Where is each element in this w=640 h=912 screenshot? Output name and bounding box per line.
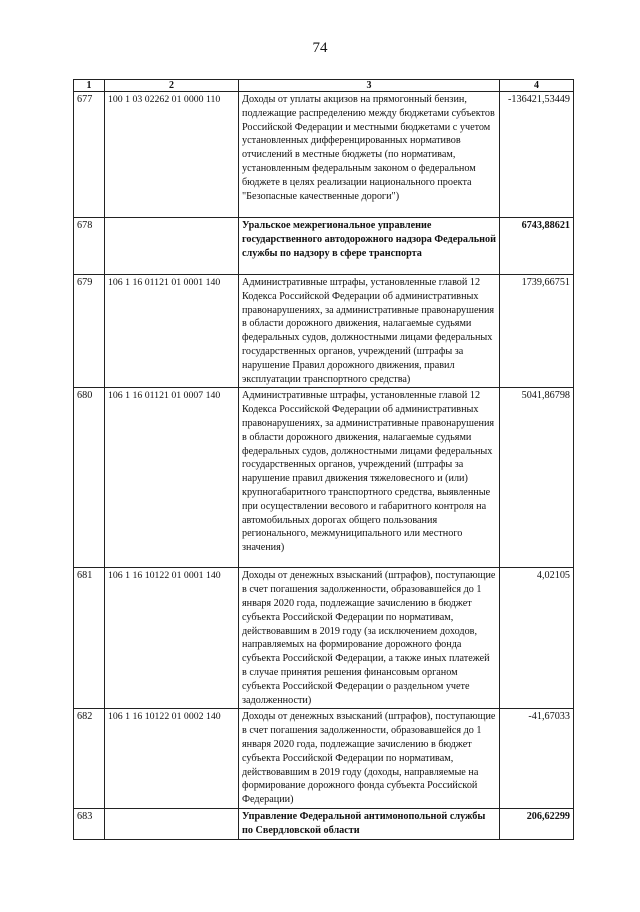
revenue-description: Административные штрафы, установленные главой 12 Кодекса Российской Федерации об административных правонарушениях, за административные правонарушения в области дорожного движения, налагаемые судьями федеральных судов, должностными лицами федеральных государственных органов, учреждений (штрафы за нарушение правил движения тяжеловесного и (или) крупногабаритного транспортного средства, выявленные при осуществлении весового и габаритного контроля на автомобильных дорогах общего пользования регионального, межмуниципального или местного значения) xyxy=(239,388,500,568)
row-number: 678 xyxy=(74,218,105,275)
revenue-description: Доходы от денежных взысканий (штрафов), поступающие в счет погашения задолженности, образовавшейся до 1 января 2020 года, подлежащие зачислению в бюджет субъекта Российской Федерации по нормативам, действовавшим в 2019 году (доходы, направляемые на формирование дорожного фонда субъекта Российской Федерации) xyxy=(239,709,500,809)
column-header-2: 2 xyxy=(105,80,239,92)
administrator-name: Управление Федеральной антимонопольной службы по Свердловской области xyxy=(239,808,500,839)
table-row xyxy=(74,709,574,809)
column-header-3: 3 xyxy=(239,80,500,92)
row-number: 680 xyxy=(74,388,105,568)
budget-code: 106 1 16 10122 01 0001 140 xyxy=(105,568,239,709)
table-row xyxy=(74,218,574,275)
administrator-name: Уральское межрегиональное управление государственного автодорожного надзора Федеральной службы по надзору в сфере транспорта xyxy=(239,218,500,275)
budget-code: 106 1 16 10122 01 0002 140 xyxy=(105,709,239,809)
revenue-description: Административные штрафы, установленные главой 12 Кодекса Российской Федерации об административных правонарушениях, за административные правонарушения в области дорожного движения, налагаемые судьями федеральных судов, должностными лицами федеральных государственных органов, учреждений (штрафы за нарушение Правил дорожного движения, правил эксплуатации транспортного средства) xyxy=(239,275,500,388)
table-row xyxy=(74,92,574,218)
budget-code: 106 1 16 01121 01 0001 140 xyxy=(105,275,239,388)
amount: -41,67033 xyxy=(500,709,574,809)
revenue-description: Доходы от денежных взысканий (штрафов), поступающие в счет погашения задолженности, образовавшейся до 1 января 2020 года, подлежащие зачислению в бюджет субъекта Российской Федерации по нормативам, действовавшим в 2019 году (за исключением доходов, направляемых на формирование дорожного фонда субъекта Российской Федерации, а также иных платежей в случае принятия решения финансовым органом субъекта Российской Федерации о раздельном учете задолженности) xyxy=(239,568,500,709)
budget-code: 106 1 16 01121 01 0007 140 xyxy=(105,388,239,568)
amount: -136421,53449 xyxy=(500,92,574,218)
table-row xyxy=(74,388,574,568)
amount: 4,02105 xyxy=(500,568,574,709)
column-header-4: 4 xyxy=(500,80,574,92)
row-number: 679 xyxy=(74,275,105,388)
row-number: 677 xyxy=(74,92,105,218)
revenue-table xyxy=(73,79,574,840)
column-header-1: 1 xyxy=(74,80,105,92)
amount-total: 6743,88621 xyxy=(500,218,574,275)
amount-total: 206,62299 xyxy=(500,808,574,839)
table-row xyxy=(74,568,574,709)
revenue-description: Доходы от уплаты акцизов на прямогонный бензин, подлежащие распределению между бюджетами субъектов Российской Федерации и местными бюджетами с учетом установленных дифференцированных нормативов отчислений в местные бюджеты (по нормативам, установленным федеральным законом о федеральном бюджете в целях реализации национального проекта "Безопасные качественные дороги") xyxy=(239,92,500,218)
row-number: 681 xyxy=(74,568,105,709)
amount: 5041,86798 xyxy=(500,388,574,568)
page-number: 74 xyxy=(312,40,328,56)
amount: 1739,66751 xyxy=(500,275,574,388)
table-header-row xyxy=(74,80,574,92)
table-row xyxy=(74,808,574,839)
budget-code xyxy=(105,218,239,275)
budget-code: 100 1 03 02262 01 0000 110 xyxy=(105,92,239,218)
budget-code xyxy=(105,808,239,839)
row-number: 682 xyxy=(74,709,105,809)
table-row xyxy=(74,275,574,388)
row-number: 683 xyxy=(74,808,105,839)
